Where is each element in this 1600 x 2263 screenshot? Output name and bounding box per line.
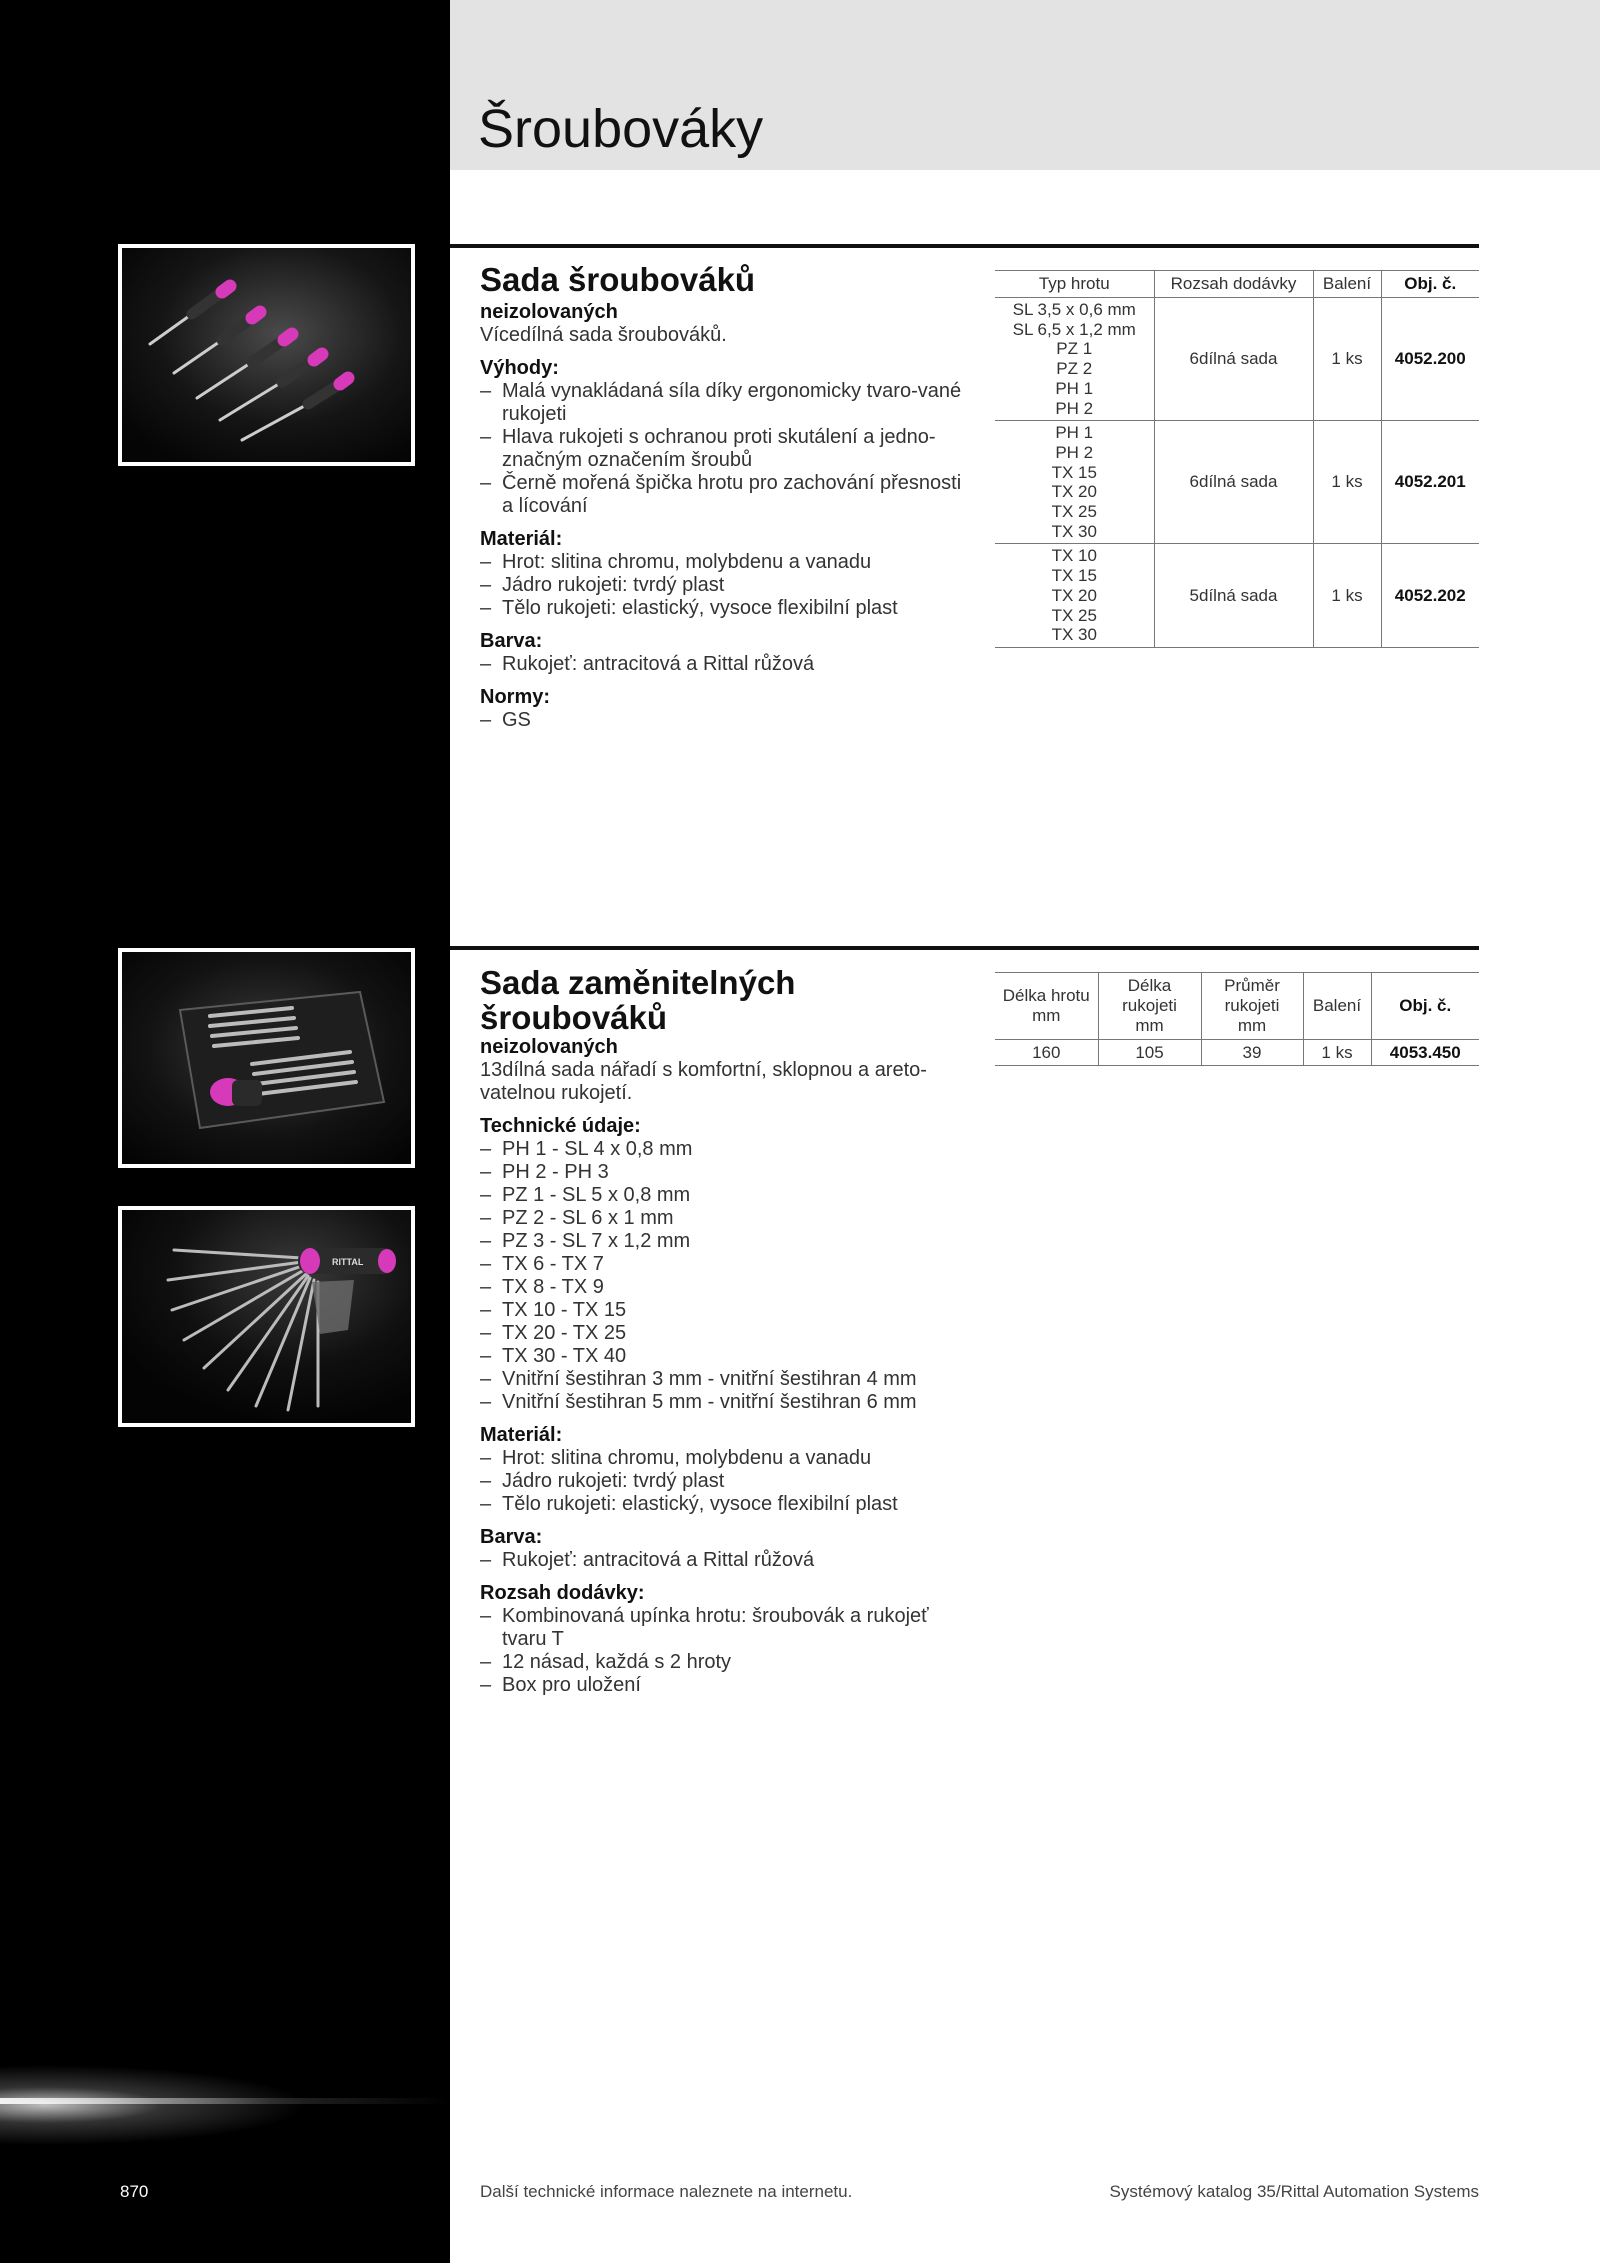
tip-item: TX 20 [1051, 482, 1097, 502]
tip-item: PZ 1 [1056, 339, 1093, 359]
list-item: – Vnitřní šestihran 5 mm - vnitřní šestihran 6 mm [480, 1391, 970, 1414]
list-item: – Malá vynakládaná síla díky ergonomicky tvaro-vané rukojeti [480, 380, 970, 426]
section1-details [480, 301, 970, 732]
tip-item: TX 10 [1051, 546, 1097, 566]
diameter-cell: 39 [1201, 1040, 1303, 1066]
section2-subtitle: neizolovaných [480, 1036, 618, 1058]
list-item: – Hrot: slitina chromu, molybdenu a vanadu [480, 1447, 970, 1470]
tip-list [995, 298, 1154, 421]
bit-case-photo [118, 948, 415, 1168]
section2-scope-heading: Rozsah dodávky: [480, 1582, 645, 1604]
section2-tech-list [480, 1138, 970, 1414]
header-pack: Balení [1313, 271, 1381, 298]
list-item: – Tělo rukojeti: elastický, vysoce flexibilní plast [480, 597, 970, 620]
tip-item: PH 2 [1055, 442, 1094, 462]
list-item: – PH 2 - PH 3 [480, 1161, 970, 1184]
list-item: – Box pro uložení [480, 1674, 970, 1697]
list-item: – Kombinovaná upínka hrotu: šroubovák a rukojeť tvaru T [480, 1605, 970, 1651]
tip-list [995, 544, 1154, 648]
tip-length-cell: 160 [995, 1040, 1098, 1066]
tip-item: TX 15 [1051, 462, 1097, 482]
tip-item: PZ 2 [1056, 359, 1093, 379]
list-item: – PZ 3 - SL 7 x 1,2 mm [480, 1230, 970, 1253]
screwdriver-set-photo [118, 244, 415, 466]
scope-cell: 6dílná sada [1154, 421, 1313, 544]
order-number-cell: 4052.202 [1381, 544, 1479, 648]
tip-item: SL 3,5 x 0,6 mm [1012, 300, 1136, 319]
handle-length-cell: 105 [1098, 1040, 1201, 1066]
section1-color-list [480, 653, 970, 676]
section2-description: 13dílná sada nářadí s komfortní, sklopnou a areto-vatelnou rukojetí. [480, 1059, 927, 1104]
header-tip-type: Typ hrotu [995, 271, 1154, 298]
section1-norms-heading: Normy: [480, 686, 551, 708]
section1-norms-list [480, 709, 970, 732]
header-order-no: Obj. č. [1371, 973, 1479, 1040]
list-item: – Černě mořená špička hrotu pro zachování přesnosti a lícování [480, 472, 970, 518]
section2-title-line1: Sada zaměnitelných [480, 964, 796, 1001]
table-row [995, 421, 1479, 544]
list-item: – Hlava rukojeti s ochranou proti skutálení a jedno-značným označením šroubů [480, 426, 970, 472]
section1-color-heading: Barva: [480, 630, 543, 652]
page-title: Šroubováky [478, 99, 764, 159]
list-item: – 12 násad, každá s 2 hroty [480, 1651, 970, 1674]
section2-material-list [480, 1447, 970, 1516]
section1-material-list [480, 551, 970, 620]
list-item: – Rukojeť: antracitová a Rittal růžová [480, 653, 970, 676]
list-item: – Vnitřní šestihran 3 mm - vnitřní šestihran 4 mm [480, 1368, 970, 1391]
table-header-row [995, 973, 1479, 1040]
screwdriver-set-illustration [122, 248, 411, 462]
header-pack: Balení [1303, 973, 1371, 1040]
section1-subtitle: neizolovaných [480, 301, 618, 323]
header-order-no: Obj. č. [1381, 271, 1479, 298]
scope-cell: 6dílná sada [1154, 298, 1313, 421]
list-item: – TX 8 - TX 9 [480, 1276, 970, 1299]
bit-case-illustration [122, 952, 411, 1164]
list-item: – GS [480, 709, 970, 732]
section2-title-line2: šroubováků [480, 999, 668, 1036]
section2-rule [450, 946, 1479, 950]
order-number-cell: 4053.450 [1371, 1040, 1479, 1066]
order-number-cell: 4052.201 [1381, 421, 1479, 544]
section1-material-heading: Materiál: [480, 528, 563, 550]
header-tip-length [995, 973, 1098, 1040]
list-item: – TX 10 - TX 15 [480, 1299, 970, 1322]
list-item: – Jádro rukojeti: tvrdý plast [480, 574, 970, 597]
header-line: Délka hrotu [1002, 986, 1090, 1005]
header-line: rukojeti [1122, 996, 1177, 1015]
footer-note: Další technické informace naleznete na internetu. [480, 2182, 853, 2201]
tip-item: SL 6,5 x 1,2 mm [1012, 319, 1136, 339]
sidebar-light-flare [0, 2060, 450, 2150]
tip-item: PH 1 [1055, 378, 1094, 398]
tip-item: TX 25 [1051, 605, 1097, 625]
list-item: – Rukojeť: antracitová a Rittal růžová [480, 1549, 970, 1572]
pack-cell: 1 ks [1303, 1040, 1371, 1066]
tip-list [995, 421, 1154, 544]
list-item: – PZ 2 - SL 6 x 1 mm [480, 1207, 970, 1230]
order-number-cell: 4052.200 [1381, 298, 1479, 421]
header-handle-diameter [1201, 973, 1303, 1040]
section2-title [480, 965, 795, 1035]
section1-advantages-list [480, 380, 970, 518]
section1-rule [450, 244, 1479, 248]
section1-description: Vícedílná sada šroubováků. [480, 324, 727, 346]
section2-details [480, 1036, 970, 1697]
list-item: – Jádro rukojeti: tvrdý plast [480, 1470, 970, 1493]
header-scope: Rozsah dodávky [1154, 271, 1313, 298]
pack-cell: 1 ks [1313, 298, 1381, 421]
footer-catalog: Systémový katalog 35/Rittal Automation Systems [1109, 2182, 1479, 2201]
list-item: – TX 6 - TX 7 [480, 1253, 970, 1276]
page-number: 870 [120, 2182, 149, 2201]
section1-product-table [995, 270, 1479, 648]
rittal-logo: RITTAL [332, 1257, 364, 1267]
sidebar-light-line [0, 2098, 450, 2104]
table-header-row [995, 271, 1479, 298]
list-item: – TX 20 - TX 25 [480, 1322, 970, 1345]
tip-item: TX 30 [1051, 625, 1097, 645]
section1-advantages-heading: Výhody: [480, 357, 559, 379]
list-item: – PH 1 - SL 4 x 0,8 mm [480, 1138, 970, 1161]
list-item: – Tělo rukojeti: elastický, vysoce flexibilní plast [480, 1493, 970, 1516]
pack-cell: 1 ks [1313, 421, 1381, 544]
header-line: Délka [1127, 976, 1172, 995]
list-item: – PZ 1 - SL 5 x 0,8 mm [480, 1184, 970, 1207]
header-line: Průměr [1224, 976, 1280, 995]
section2-color-heading: Barva: [480, 1526, 543, 1548]
header-line: rukojeti [1224, 996, 1280, 1015]
section2-product-table [995, 972, 1479, 1066]
header-line: mm [1135, 1016, 1164, 1035]
header-line: mm [1237, 1016, 1267, 1035]
section2-material-heading: Materiál: [480, 1424, 563, 1446]
tip-item: TX 25 [1051, 502, 1097, 522]
section1-title: Sada šroubováků [480, 261, 756, 298]
tip-item: TX 15 [1051, 566, 1097, 586]
section2-scope-list [480, 1605, 970, 1697]
tip-item: TX 30 [1051, 521, 1097, 541]
tip-item: TX 20 [1051, 585, 1097, 605]
t-handle-illustration [122, 1210, 411, 1423]
table-row [995, 298, 1479, 421]
pack-cell: 1 ks [1313, 544, 1381, 648]
header-handle-length [1098, 973, 1201, 1040]
list-item: – TX 30 - TX 40 [480, 1345, 970, 1368]
tip-item: PH 1 [1055, 423, 1094, 443]
table-row [995, 544, 1479, 648]
section2-color-list [480, 1549, 970, 1572]
list-item: – Hrot: slitina chromu, molybdenu a vanadu [480, 551, 970, 574]
scope-cell: 5dílná sada [1154, 544, 1313, 648]
header-line: mm [1032, 1006, 1061, 1025]
tip-item: PH 2 [1055, 398, 1094, 418]
table-row [995, 1040, 1479, 1066]
section2-tech-heading: Technické údaje: [480, 1115, 641, 1137]
t-handle-photo [118, 1206, 415, 1427]
